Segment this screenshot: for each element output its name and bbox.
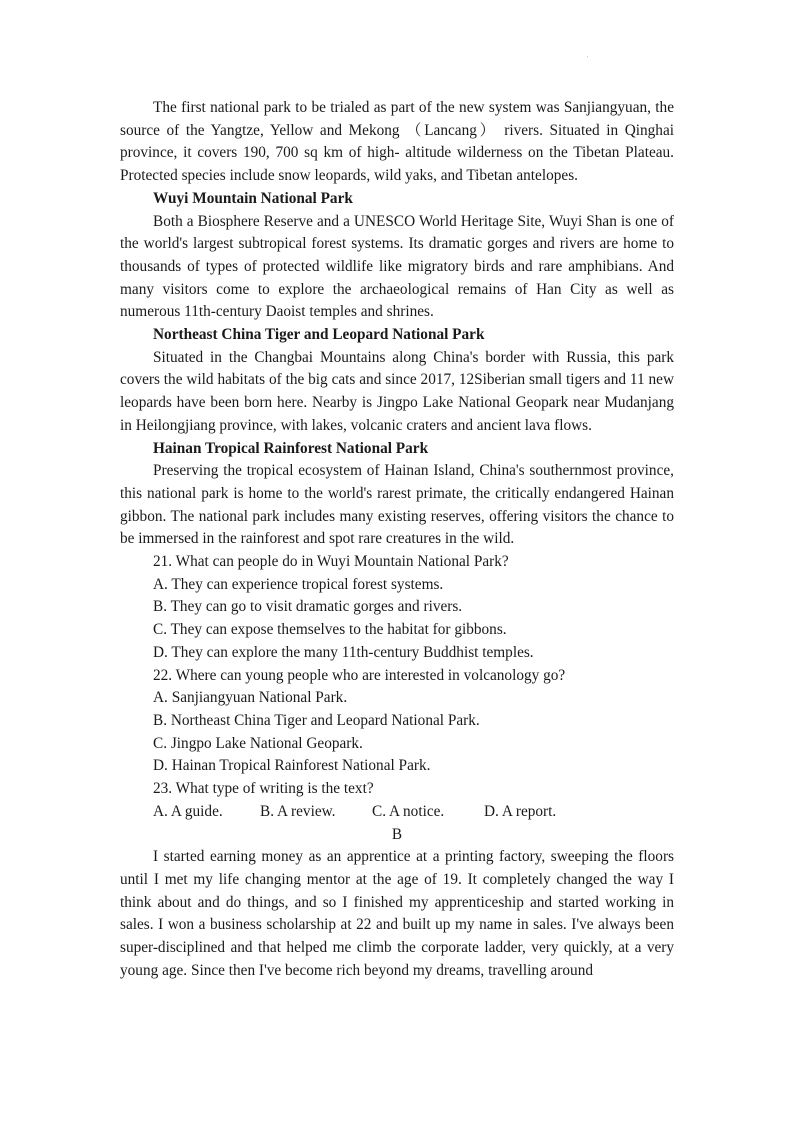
question-23-option-d: D. A report. <box>484 802 557 820</box>
question-21-option-c: C. They can expose themselves to the habitat for gibbons. <box>153 621 507 639</box>
section-b-letter: B <box>391 825 403 843</box>
question-21-option-a: A. They can experience tropical forest systems. <box>153 575 444 593</box>
park-heading-wuyi: Wuyi Mountain National Park <box>153 189 353 207</box>
question-21: 21. What can people do in Wuyi Mountain National Park? <box>153 553 509 571</box>
question-21-option-d: D. They can explore the many 11th-century Buddhist temples. <box>153 643 534 661</box>
question-22-option-b: B. Northeast China Tiger and Leopard National Park. <box>153 711 480 729</box>
document-body <box>120 97 674 982</box>
park-text-wuyi: Both a Biosphere Reserve and a UNESCO World Heritage Site, Wuyi Shan is one of the world's largest subtropical forest systems. Its dramatic gorges and rivers are home to thousands of types of protected wildlife like migratory birds and rare amphibians. And many visitors come to explore the archaeological remains of Han City as well as numerous 11th-century Daoist temples and shrines. <box>120 212 674 321</box>
question-23: 23. What type of writing is the text? <box>153 780 374 798</box>
park-text-hainan: Preserving the tropical ecosystem of Hainan Island, China's southernmost province, this national park is home to the world's rarest primate, the critically endangered Hainan gibbon. The national park includes many existing reserves, offering visitors the chance to be immersed in the rainforest and spot rare creatures in the wild. <box>120 462 674 548</box>
question-22-option-c: C. Jingpo Lake National Geopark. <box>153 734 363 752</box>
question-22: 22. Where can young people who are interested in volcanology go? <box>153 666 566 684</box>
question-22-option-a: A. Sanjiangyuan National Park. <box>153 689 348 707</box>
corner-mark: ' <box>587 56 589 62</box>
question-23-option-a: A. A guide. <box>153 802 223 820</box>
question-22-option-d: D. Hainan Tropical Rainforest National Park. <box>153 757 431 775</box>
section-b-paragraph: I started earning money as an apprentice at a printing factory, sweeping the floors until I met my life changing mentor at the age of 19. It completely changed the way I think about and do things, and so I finished my apprenticeship and started working in sales. I won a business scholarship at 22 and built up my name in sales. I've always been super-disciplined and that helped me climb the corporate ladder, very quickly, at a very young age. Since then I've become rich beyond my dreams, travelling around <box>120 848 674 979</box>
intro-paragraph: The first national park to be trialed as part of the new system was Sanjiangyuan, the source of the Yangtze, Yellow and Mekong （Lancang） rivers. Situated in Qinghai province, it covers 190, 700 sq km of high- altitude wilderness on the Tibetan Plateau. Protected species include snow leopards, wild yaks, and Tibetan antelopes. <box>120 99 674 185</box>
question-23-options <box>120 801 674 824</box>
park-text-tiger-leopard: Situated in the Changbai Mountains along China's border with Russia, this park covers the wild habitats of the big cats and since 2017, 12Siberian small tigers and 11 new leopards have been born here. Nearby is Jingpo Lake National Geopark near Mudanjang in Heilongjiang province, with lakes, volcanic craters and ancient lava flows. <box>120 348 674 434</box>
question-23-option-b: B. A review. <box>260 802 336 820</box>
park-heading-tiger-leopard: Northeast China Tiger and Leopard National Park <box>153 326 485 344</box>
question-21-option-b: B. They can go to visit dramatic gorges and rivers. <box>153 598 463 616</box>
question-23-option-c: C. A notice. <box>372 802 445 820</box>
park-heading-hainan: Hainan Tropical Rainforest National Park <box>153 439 429 457</box>
